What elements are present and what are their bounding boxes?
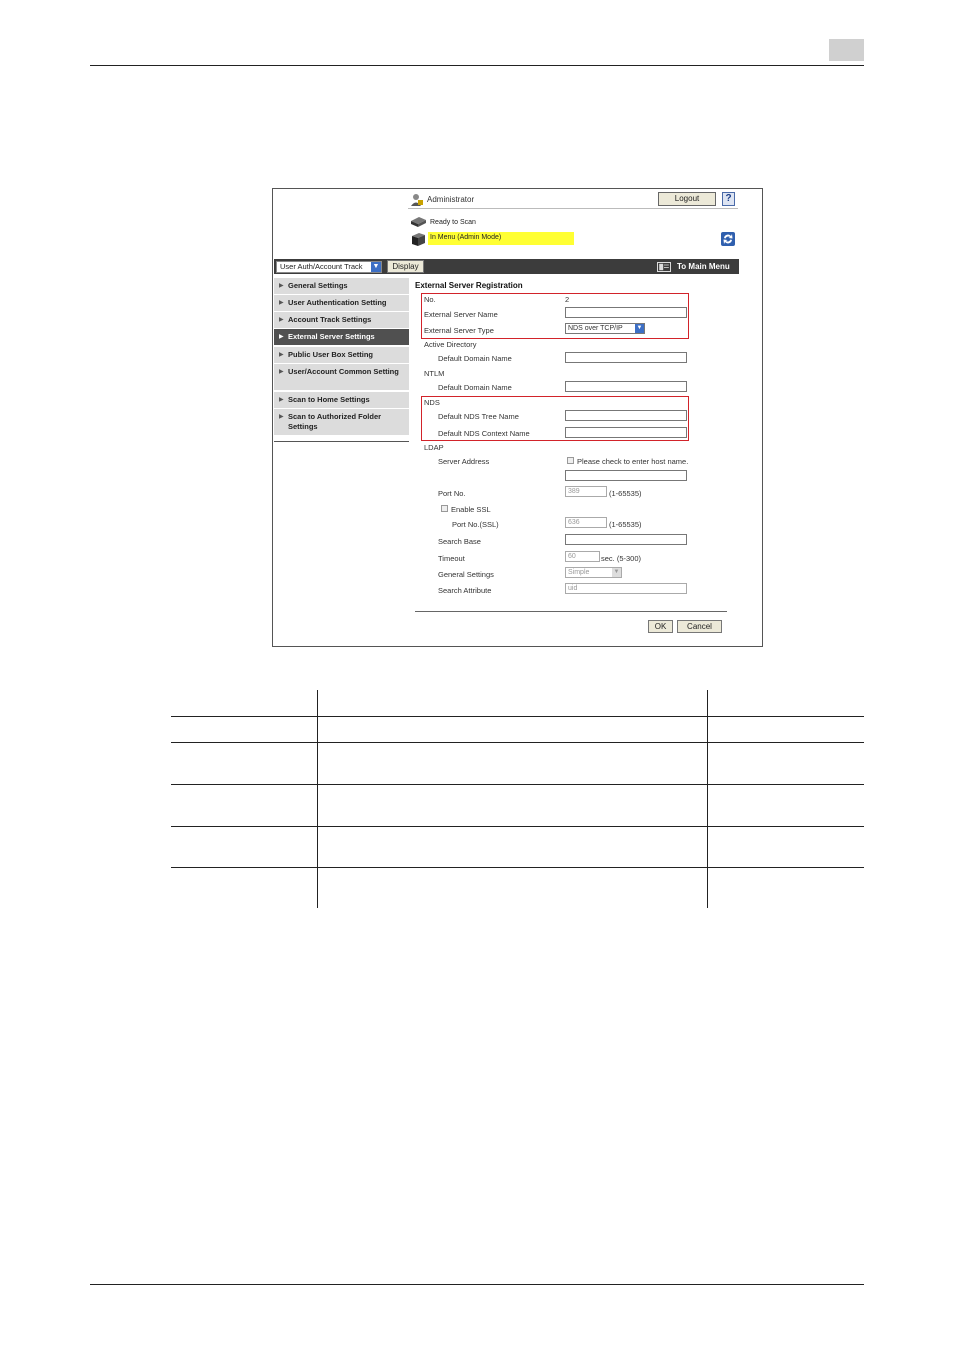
page-top-rule bbox=[90, 65, 864, 66]
administrator-icon bbox=[410, 193, 424, 207]
sidebar-item-user-account-common[interactable] bbox=[274, 364, 409, 390]
machine-status-icon bbox=[410, 231, 427, 247]
ad-domain-label: Default Domain Name bbox=[438, 354, 512, 363]
ssl-checkbox[interactable] bbox=[441, 505, 448, 512]
ntlm-heading: NTLM bbox=[424, 369, 445, 378]
form-divider bbox=[415, 611, 727, 612]
header-divider bbox=[408, 208, 738, 209]
page-number-box bbox=[829, 39, 864, 61]
table-column-divider bbox=[707, 690, 708, 908]
port-value: 389 bbox=[568, 488, 580, 495]
hostname-check-label: Please check to enter host name. bbox=[577, 457, 689, 466]
active-directory-heading: Active Directory bbox=[424, 340, 477, 349]
nds-context-label: Default NDS Context Name bbox=[438, 429, 530, 438]
sidebar-item-label: External Server Settings bbox=[288, 332, 375, 341]
table-column-divider bbox=[317, 690, 318, 908]
chevron-down-icon: ▼ bbox=[636, 325, 643, 331]
ldap-heading: LDAP bbox=[424, 443, 444, 452]
sidebar-item-label: User Authentication Setting bbox=[288, 298, 387, 307]
sidebar-item-label: Account Track Settings bbox=[288, 315, 372, 324]
sidebar-item-label: General Settings bbox=[288, 281, 348, 290]
table-row-divider bbox=[171, 826, 864, 827]
timeout-input[interactable] bbox=[565, 551, 600, 562]
triangle-right-icon: ▶ bbox=[279, 317, 284, 323]
hostname-checkbox[interactable] bbox=[567, 457, 574, 464]
sidebar-item-scan-to-home[interactable] bbox=[274, 392, 409, 408]
search-base-input[interactable] bbox=[565, 534, 687, 545]
triangle-right-icon: ▶ bbox=[279, 300, 284, 306]
sidebar-item-scan-to-authorized-folder[interactable] bbox=[274, 409, 409, 435]
menu-select[interactable] bbox=[276, 261, 382, 273]
scanner-icon bbox=[410, 216, 427, 228]
nds-heading: NDS bbox=[424, 398, 440, 407]
sidebar-item-label: Public User Box Setting bbox=[288, 350, 374, 359]
table-row-divider bbox=[171, 742, 864, 743]
table-row-divider bbox=[171, 867, 864, 868]
timeout-label: Timeout bbox=[438, 554, 465, 563]
nds-tree-input[interactable] bbox=[565, 410, 687, 421]
triangle-right-icon: ▶ bbox=[279, 283, 284, 289]
search-attribute-input[interactable] bbox=[565, 583, 687, 594]
port-input[interactable] bbox=[565, 486, 607, 497]
sidebar-item-external-server[interactable] bbox=[274, 329, 409, 345]
server-name-label: External Server Name bbox=[424, 310, 498, 319]
ad-domain-input[interactable] bbox=[565, 352, 687, 363]
triangle-right-icon: ▶ bbox=[279, 352, 284, 358]
server-name-input[interactable] bbox=[565, 307, 687, 318]
server-address-input[interactable] bbox=[565, 470, 687, 481]
ssl-port-input[interactable] bbox=[565, 517, 607, 528]
triangle-right-icon: ▶ bbox=[279, 397, 284, 403]
server-type-select[interactable] bbox=[565, 323, 645, 334]
general-settings-value: Simple bbox=[568, 569, 590, 576]
general-settings-select[interactable] bbox=[565, 567, 622, 578]
no-label: No. bbox=[424, 295, 436, 304]
nds-context-input[interactable] bbox=[565, 427, 687, 438]
triangle-right-icon: ▶ bbox=[279, 369, 284, 375]
server-type-value: NDS over TCP/IP bbox=[568, 325, 623, 332]
chevron-down-icon: ▼ bbox=[613, 569, 620, 575]
ok-button[interactable]: OK bbox=[648, 620, 673, 633]
ssl-port-range: (1-65535) bbox=[609, 520, 642, 529]
form-title: External Server Registration bbox=[415, 281, 523, 290]
role-label: Administrator bbox=[427, 195, 475, 204]
table-row-divider bbox=[171, 784, 864, 785]
sidebar-item-account-track[interactable] bbox=[274, 312, 409, 328]
scan-status-text: Ready to Scan bbox=[430, 219, 476, 226]
main-menu-icon[interactable] bbox=[657, 262, 671, 272]
timeout-value: 60 bbox=[568, 553, 576, 560]
ssl-port-label: Port No.(SSL) bbox=[452, 520, 499, 529]
nds-tree-label: Default NDS Tree Name bbox=[438, 412, 519, 421]
timeout-unit: sec. (5-300) bbox=[601, 554, 642, 563]
no-value: 2 bbox=[565, 295, 570, 304]
search-attribute-value: uid bbox=[568, 585, 578, 592]
search-attribute-label: Search Attribute bbox=[438, 586, 492, 595]
chevron-down-icon: ▼ bbox=[372, 263, 380, 270]
logout-button[interactable]: Logout bbox=[658, 192, 716, 206]
triangle-right-icon: ▶ bbox=[279, 414, 284, 420]
sidebar-item-general-settings[interactable] bbox=[274, 278, 409, 294]
table-row-divider bbox=[171, 716, 864, 717]
sidebar-item-label: Scan to Authorized Folder Settings bbox=[288, 412, 382, 431]
sidebar-item-label: Scan to Home Settings bbox=[288, 395, 370, 404]
triangle-right-icon: ▶ bbox=[279, 334, 284, 340]
sidebar-item-public-user-box[interactable] bbox=[274, 347, 409, 363]
menu-select-value: User Auth/Account Track bbox=[280, 262, 363, 271]
ssl-label: Enable SSL bbox=[451, 505, 491, 514]
sidebar-divider bbox=[274, 441, 409, 442]
help-button[interactable]: ? bbox=[722, 192, 735, 206]
web-admin-screenshot bbox=[272, 188, 763, 647]
port-label: Port No. bbox=[438, 489, 466, 498]
general-settings-label: General Settings bbox=[438, 570, 494, 579]
mode-status-text: In Menu (Admin Mode) bbox=[430, 234, 502, 241]
sidebar-item-user-authentication[interactable] bbox=[274, 295, 409, 311]
port-range: (1-65535) bbox=[609, 489, 642, 498]
refresh-icon[interactable] bbox=[721, 232, 735, 246]
display-button[interactable]: Display bbox=[387, 260, 424, 273]
ntlm-domain-label: Default Domain Name bbox=[438, 383, 512, 392]
ntlm-domain-input[interactable] bbox=[565, 381, 687, 392]
ssl-port-value: 636 bbox=[568, 519, 580, 526]
cancel-button[interactable]: Cancel bbox=[677, 620, 722, 633]
to-main-menu-link[interactable]: To Main Menu bbox=[677, 262, 730, 271]
search-base-label: Search Base bbox=[438, 537, 481, 546]
sidebar-item-label: User/Account Common Setting bbox=[288, 367, 399, 376]
server-address-label: Server Address bbox=[438, 457, 490, 466]
server-type-label: External Server Type bbox=[424, 326, 494, 335]
page-bottom-rule bbox=[90, 1284, 864, 1285]
